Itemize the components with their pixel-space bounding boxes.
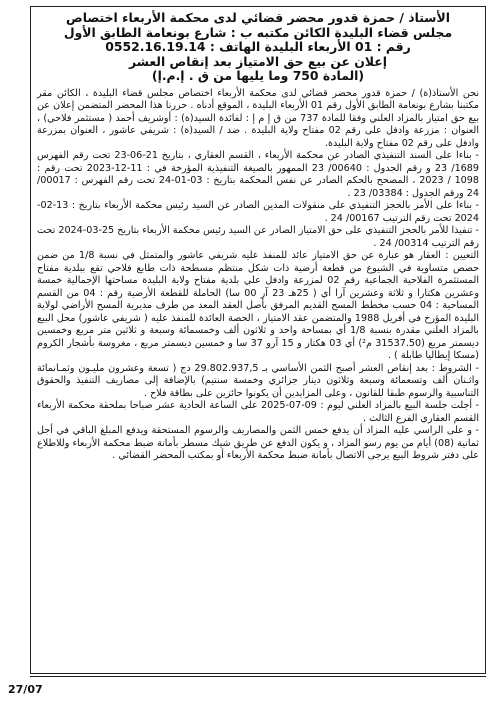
enforcement-title-paragraph: - بناءا على السند التنفيذي الصادر عن محكمة الأربعاء ، القسم العقاري ، بتاريخ 21-06-23 تحت رقم الفهرس 1689/ 23 و رقم الجدول : 00640/ 23 الممهور بالصيغة التنفيذية المؤرخة في : 11-12-2023 تحت رقم : 1098 / 2023 ، المصحح بالحكم الصادر عن نفس المحكمة بتاريخ : 03-01-24 تحت رقم الفهرس : 00017/ 24 ورقم الجدول : 03384/ 23 . <box>37 150 480 199</box>
legal-notice-box <box>30 6 486 674</box>
bailiff-phone-line: رقم : 01 الأربعاء البليدة الهاتف : 0552.16.19.14 <box>105 39 411 55</box>
footer-divider <box>30 676 486 677</box>
concession-seizure-paragraph: - تنفيذا للأمر بالحجز التنفيذي على حق الامتياز الصادر عن السيد رئيس محكمة الأربعاء بتاريخ 25-03-2024 تحت رقم الترتيب 00314/ 24 . <box>37 225 479 249</box>
sale-conditions-paragraph: - الشروط : بعد إنقاص العشر أصبح الثمن الأساسي بـ 29.802.937,5 دج ( تسعة وعشرون مليـون وثمـانمائة واثـنان ألف وتسعمائة وسبعة وثلاثون دينار جزائري وخمسة سنتيم) بالإضافة إلى مصاريف التنفيذ والحقوق التناسبية والرسوم طبقا للقانون ، وعلى المزايدين أن يكونوا حائزين على بطاقة فلاح . <box>37 362 479 399</box>
auction-date-paragraph: - أجلت جلسة البيع بالمزاد العلني ليوم : 09-07-2025 على الساعة الحادية عشر صباحا بملحقة محكمة الأربعاء القسم العقاري الفرع الثالث . <box>37 400 479 424</box>
notice-title: إعلان عن بيع حق الامتياز بعد إنقاص العشر <box>129 53 387 69</box>
bailiff-name-line: الأستاذ / حمزة قدور محضر قضائي لدى محكمة الأربعاء اختصاص <box>66 10 450 25</box>
notice-legal-reference: (المادة 750 وما يليها من ق . إ.م.إ) <box>151 68 365 84</box>
property-description-paragraph: التعيين : العقار هو عبارة عن حق الامتياز عائد للمنفذ عليه شريفي عاشور والمتمثل في نسبة 1/8 من ضمن حصص متساوية في الشيوع من قطعة أرضية ذات شكل منتظم مسطحة ذات طابع فلاحي تقع ببلدية مفتاح المستثمرة الفلاحية الجماعية رقم 02 لمزرعة وادفل علي بلدية مفتاح ولاية البليدة مساحتها الإجمالية خمسة وعشرين هكتارا و ثلاثة وعشرين آرا أي ( 25هـ 23 آر 00 سا) الحاملة للقطعة الأرضية رقم : 04 من القسم المساحية : 04 حسب مخطط المسح القديم المرفق بأصل العقد المعد من طرف مديرية المسح الأراضي لولاية البليدة المؤرخ في أفريل 1988 والمتضمن عقد الامتياز ، الحصة العائدة للمنفذ عليه ( شريفي عاشور) محل البيع بالمزاد العلني مقدرة بنسبة 1/8 أي بمساحة واحد و ثلاثون ألف وخمسمائة وسبعة و ثلاثين متر مربع وخمسين ديسمتر مربع (31537.50 م²) أي 03 هكتار و 15 آرو 37 سا و خمسين ديسمتر مربع ، مغروسة بأشجار الكروم (مسكا إيطاليا طابلة ) . <box>37 250 480 362</box>
notice-header <box>37 11 479 84</box>
bailiff-address-line: مجلس قضاء البليدة الكائن مكتبه ب : شارع بونعامة الطابق الأول <box>63 24 453 40</box>
payment-terms-paragraph: - و على الراسي عليه المزاد أن يدفع خمس الثمن والمصاريف والرسوم المستحقة ويدفع المبلغ الباقي في أجل ثمانية (08) أيام من يوم رسو المزاد ، و يكون الدفع عن طريق شيك مسطر بأمانة ضبط محكمة الأربعاء وللاطلاع على دفتر شروط البيع يرجى الاتصال بأمانة ضبط محكمة الأربعاء أو بمكتب المحضر القضائي . <box>37 425 479 462</box>
intro-paragraph: نحن الأستاذ(ة) / حمزة قدور محضر قضائي لدى محكمة الأربعاء اختصاص مجلس قضاء البليدة ، الكائن مقر مكتبنا بشارع بونعامة الطابق الأول رقم 01 الأربعاء البليدة ، الموقع أدناه . حررنا هذا المحضر المتضمن إعلان عن بيع حق امتياز بالمزاد العلني وفقا للمادة 737 من ق إ م إ : لفائدة السيد(ة) : أوشريف أحمد ( مستثمر فلاحي) ، العنوان : مزرعة وادفل على رقم 02 مفتاح ولاية البليدة . ضد / السيد(ة) : شريفي عاشور ، العنوان بمزرعة وادفل على رقم 02 مفتاح ولاية البليدة. <box>37 87 479 149</box>
page-number: 27/07 <box>8 683 43 696</box>
notice-body <box>37 88 479 463</box>
seizure-order-paragraph: - بناءا على الأمر بالحجز التنفيذي على منقولات المدين الصادر عن السيد رئيس محكمة الأربعاء بتاريخ : 13-02-2024 تحت رقم الترتيب 00167/ 24 . <box>37 200 479 224</box>
